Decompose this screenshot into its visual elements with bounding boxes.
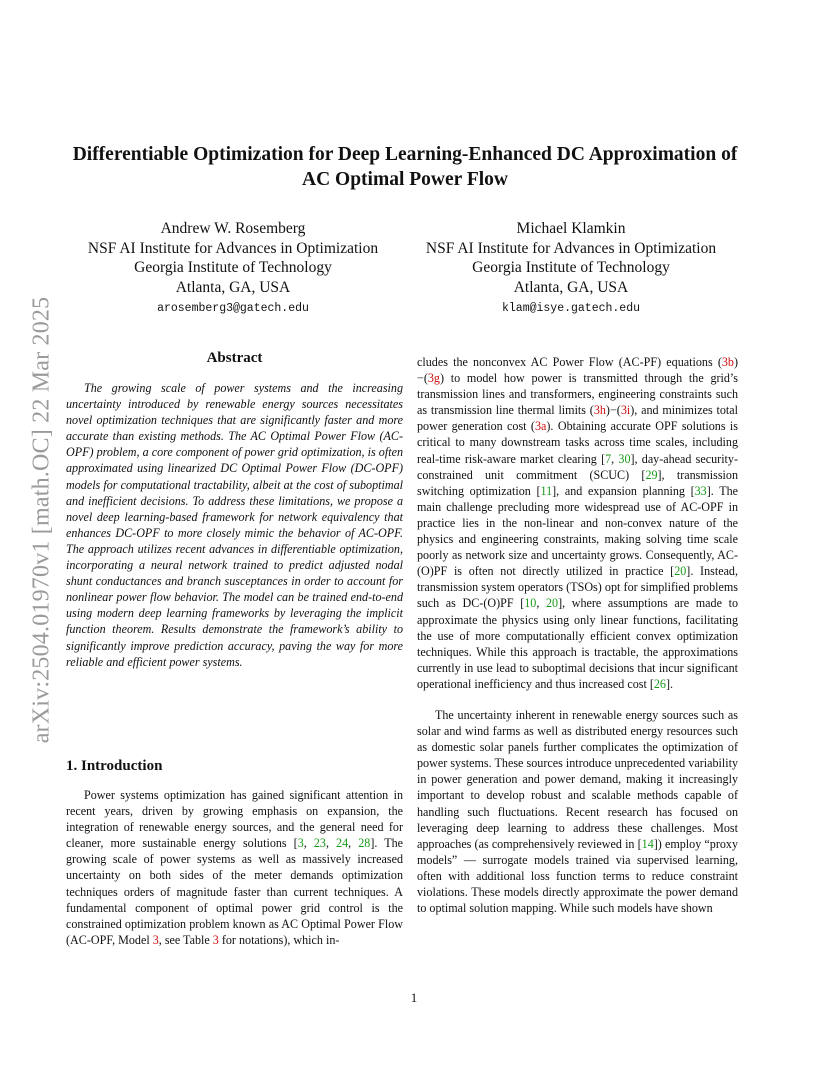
abstract-body <box>66 380 403 670</box>
citation-link[interactable]: 30 <box>618 451 631 466</box>
citation-link[interactable]: 29 <box>645 467 658 482</box>
author-location: Atlanta, GA, USA <box>175 278 291 296</box>
equation-ref-link[interactable]: 3a <box>534 419 547 434</box>
citation-link[interactable]: 20 <box>674 564 687 579</box>
body-paragraph: cludes the nonconvex AC Power Flow (AC-PF) equations (3b)−(3g) to model how power is transmitted through the grid’s transmission lines and transformers, engineering constraints such as transmission line thermal limits (3h)−(3i), and minimizes total power generation cost (3a). Obtaining accurate OPF solutions is critical to many downstream tasks across time scales, including real-time risk-aware market clearing [7, 30], day-ahead security-constrained unit commitment (SCUC) [29], transmission switching optimization [11], and expansion planning [33]. The main challenge precluding more widespread use of AC-OPF in practice lies in the non-linear and non-convex nature of the physics and engineering constraints, making solving time scale poorly as network size and uncertainty grows. Consequently, AC-(O)PF is often not directly utilized in practice [20]. Instead, transmission system operators (TSOs) opt for simplified problems such as DC-(O)PF [10, 20], where assumptions are made to approximate the physics using only linear functions, facilitating the use of more computationally efficient convex optimization techniques. While this approach is tractable, the approximations currently in use lead to suboptimal decisions that incur significant operational inefficiency and thus increased cost [26]. <box>417 355 739 691</box>
intro-text: ]. The growing scale of power systems as well as massively increased uncertainty on both sides of the meter demands optimization techniques orders of magnitude faster than current techniques. A fundamental component of optimal power grid control is the constrained optimization problem known as AC Optimal Power Flow (AC-OPF, Model <box>66 836 404 947</box>
citation-link[interactable]: 23 <box>313 836 326 851</box>
author-email: arosemberg3@gatech.edu <box>157 302 309 315</box>
abstract-text: The growing scale of power systems and the increasing uncertainty introduced by renewable energy sources necessitates novel optimization techniques that are significantly faster and more accurate than existing methods. The AC Optimal Power Flow (AC-OPF) problem, a core component of power grid optimization, is often approximated using linearized DC Optimal Power Flow (DC-OPF) models for computational tractability, albeit at the cost of suboptimal and inefficient decisions. To address these limitations, we propose a novel deep learning-based framework for network equivalency that enhances DC-OPF to more closely mimic the behavior of AC-OPF. The approach utilizes recent advances in differentiable optimization, incorporating a neural network trained to predict adjusted nodal shunt conductances and branch susceptances in order to account for nonlinear power flow behavior. The model can be trained end-to-end using modern deep learning frameworks by leveraging the implicit function theorem. Results demonstrate the framework’s ability to significantly improve prediction accuracy, paving the way for more reliable and efficient power systems. <box>66 381 403 669</box>
author-institution: Georgia Institute of Technology <box>134 259 332 276</box>
author-affiliation: NSF AI Institute for Advances in Optimization <box>425 239 717 257</box>
intro-text: Power systems optimization has gained significant attention in recent years, driven by growing emphasis on expansion, the integration of renewable energy sources, and the general need for cleaner, more sustainable energy solutions [ <box>66 788 403 851</box>
citation-link[interactable]: 24 <box>336 836 349 851</box>
author-email: klam@isye.gatech.edu <box>501 302 641 315</box>
abstract-heading: Abstract <box>206 350 263 366</box>
intro-column <box>66 787 403 948</box>
table-ref-link[interactable]: 3 <box>212 932 219 947</box>
body-text: ]) employ “proxy models” — surrogate models trained via supervised learning, often with additional loss function terms to reduce constraint violations. These models directly approximate the power demand to optimal solution mapping. While such models have shown <box>417 836 738 916</box>
body-text: ], transmission switching optimization [ <box>417 467 738 498</box>
intro-text: , see Table <box>158 932 213 947</box>
body-text: ], where assumptions are made to approximate the physics using only linear functions, facilitating the use of more computationally efficient convex optimization techniques. While this approach is tractable, the approximations currently in use lead to suboptimal decisions that incur significant operational inefficiency and thus increased cost [ <box>417 596 738 691</box>
right-column <box>417 354 738 916</box>
citation-link[interactable]: 7 <box>605 451 612 466</box>
body-text: ], and expansion planning [ <box>552 483 695 498</box>
citation-link[interactable]: 14 <box>641 836 654 851</box>
body-text: )−( <box>417 355 738 386</box>
author-name: Andrew W. Rosemberg <box>160 220 306 237</box>
author-location: Atlanta, GA, USA <box>513 278 629 296</box>
intro-paragraph: Power systems optimization has gained significant attention in recent years, driven by growing emphasis on expansion, the integration of renewable energy sources, and the general need for cleaner, more sustainable energy solutions [3, 23, 24, 28]. The growing scale of power systems as well as massively increased uncertainty on both sides of the meter demands optimization techniques orders of magnitude faster than current techniques. A fundamental component of optimal power grid control is the constrained optimization problem known as AC Optimal Power Flow (AC-OPF, Model 3, see Table 3 for notations), which in- <box>66 788 404 947</box>
author-institution: Georgia Institute of Technology <box>472 259 670 276</box>
citation-link[interactable]: 33 <box>694 483 707 498</box>
citation-link[interactable]: 20 <box>545 596 559 611</box>
intro-heading: 1. Introduction <box>66 758 163 774</box>
equation-ref-link[interactable]: 3b <box>721 355 734 369</box>
body-text: cludes the nonconvex AC Power Flow (AC-PF) equations ( <box>417 355 722 369</box>
title-line-2: AC Optimal Power Flow <box>302 169 508 190</box>
author-block-2 <box>406 219 736 319</box>
title-line-1: Differentiable Optimization for Deep Learning-Enhanced DC Approximation of <box>72 144 738 165</box>
citation-link[interactable]: 10 <box>524 596 537 611</box>
citation-link[interactable]: 11 <box>540 483 553 498</box>
equation-ref-link[interactable]: 3h <box>593 403 606 418</box>
equation-ref-link[interactable]: 3i <box>620 403 631 418</box>
equation-ref-link[interactable]: 3g <box>427 371 440 386</box>
intro-text: for notations), which in- <box>218 932 340 947</box>
author-affiliation: NSF AI Institute for Advances in Optimization <box>87 239 379 257</box>
body-text: ). Obtaining accurate OPF solutions is critical to many downstream tasks across time scales, including real-time risk-aware market clearing [ <box>417 419 738 466</box>
body-text: ) to model how power is transmitted through the grid’s transmission lines and transformers, engineering constraints such as transmission line thermal limits ( <box>417 371 738 418</box>
citation-link[interactable]: 3 <box>297 836 304 851</box>
model-ref-link[interactable]: 3 <box>152 932 159 947</box>
body-text: )−( <box>605 403 621 418</box>
arxiv-stamp <box>22 265 62 775</box>
citation-link[interactable]: 26 <box>653 676 666 691</box>
page-number: 1 <box>410 990 418 1005</box>
paper-title <box>60 142 750 192</box>
author-block-1 <box>68 219 398 319</box>
body-text: The uncertainty inherent in renewable energy sources such as solar and wind farms as well as distributed energy resources such as domestic solar panels further complicates the optimization of power systems. These sources introduce unprecedented variability in power generation and power demand, making it increasingly important to develop robust and scalable methods capable of handling such fluctuations. Recent research has focused on leveraging deep learning to address these challenges. Most approaches (as comprehensively reviewed in [ <box>417 707 738 851</box>
body-paragraph <box>417 707 738 916</box>
citation-link[interactable]: 28 <box>358 836 371 851</box>
body-text: ), and minimizes total power generation cost ( <box>417 403 738 434</box>
body-text: ]. The main challenge precluding more widespread use of AC-OPF in practice lies in the non-linear and non-convex nature of the physics and engineering constraints, making solving time scale poorly as network size and uncertainty grows. Consequently, AC-(O)PF is often not directly utilized in practice [ <box>417 483 738 579</box>
body-text: ]. Instead, transmission system operators (TSOs) opt for simplified problems such as DC-(O)PF [ <box>417 564 739 611</box>
arxiv-stamp-text: arXiv:2504.01970v1 [math.OC] 22 Mar 2025 <box>28 296 55 744</box>
body-text: ], day-ahead security-constrained unit commitment (SCUC) [ <box>417 451 738 482</box>
body-text: ]. <box>665 676 674 691</box>
author-name: Michael Klamkin <box>516 220 626 237</box>
